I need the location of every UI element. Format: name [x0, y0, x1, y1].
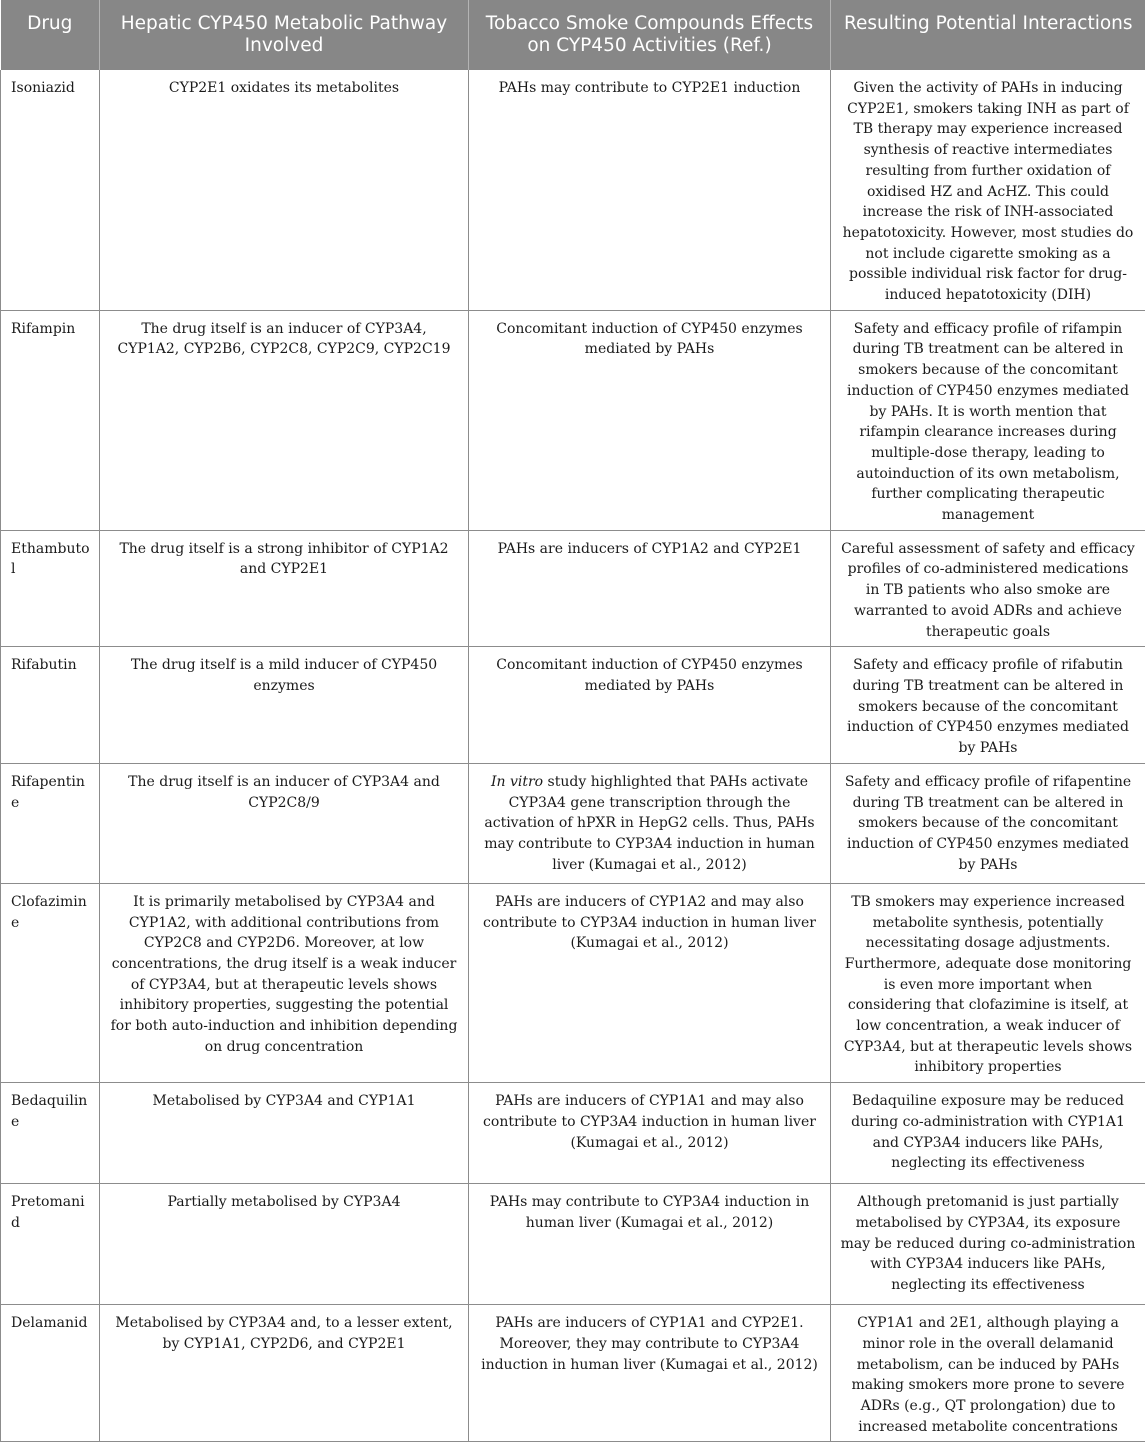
cell-effects-text: study highlighted that PAHs activate CYP3A4 gene transcription through the activation of hPXR in HepG2 cells. Thus, PAHs may contribute to CYP3A4 induction in human liver (Kumagai et al., 2012) [484, 774, 815, 873]
cell-interactions: Given the activity of PAHs in inducing CYP2E1, smokers taking INH as part of TB therapy may experience increased synthesis of reactive intermediates resulting from further oxidation of oxidised HZ and AcHZ. This could increase the risk of INH-associated hepatotoxicity. However, most studies do not include cigarette smoking as a possible individual risk factor for drug-induced hepatotoxicity (DIH) [831, 70, 1145, 310]
cell-interactions: Although pretomanid is just partially metabolised by CYP3A4, its exposure may be reduced during co-administration with CYP3A4 inducers like PAHs, neglecting its effectiveness [831, 1184, 1145, 1305]
header-effects: Tobacco Smoke Compounds Effects on CYP450 Activities (Ref.) [469, 0, 831, 70]
table-row [1, 647, 1145, 764]
cell-interactions: TB smokers may experience increased metabolite synthesis, potentially necessitating dosage adjustments. Furthermore, adequate dose monitoring is even more important when considering that clofazimine is itself, at low concentration, a weak inducer of CYP3A4, but at therapeutic levels shows inhibitory properties [831, 883, 1145, 1082]
table-row [1, 1305, 1145, 1442]
cell-interactions: Safety and efficacy profile of rifabutin during TB treatment can be altered in smokers because of the concomitant induction of CYP450 enzymes mediated by PAHs [831, 647, 1145, 764]
cell-pathway: Metabolised by CYP3A4 and CYP1A1 [100, 1083, 469, 1184]
cell-interactions: Careful assessment of safety and efficacy profiles of co-administered medications in TB patients who also smoke are warranted to avoid ADRs and achieve therapeutic goals [831, 530, 1145, 647]
table-row [1, 70, 1145, 310]
cell-effects [469, 763, 831, 883]
cell-effects: PAHs may contribute to CYP3A4 induction in human liver (Kumagai et al., 2012) [469, 1184, 831, 1305]
table-row [1, 1083, 1145, 1184]
cell-pathway: The drug itself is an inducer of CYP3A4 and CYP2C8/9 [100, 763, 469, 883]
cell-drug: Pretomanid [1, 1184, 100, 1305]
cell-pathway: Partially metabolised by CYP3A4 [100, 1184, 469, 1305]
cell-drug: Ethambutol [1, 530, 100, 647]
cell-effects: Concomitant induction of CYP450 enzymes mediated by PAHs [469, 310, 831, 530]
cell-effects: PAHs are inducers of CYP1A1 and CYP2E1. Moreover, they may contribute to CYP3A4 induction in human liver (Kumagai et al., 2012) [469, 1305, 831, 1442]
cell-interactions: Safety and efficacy profile of rifampin during TB treatment can be altered in smokers because of the concomitant induction of CYP450 enzymes mediated by PAHs. It is worth mention that rifampin clearance increases during multiple-dose therapy, leading to autoinduction of its own metabolism, further complicating therapeutic management [831, 310, 1145, 530]
cell-effects: PAHs may contribute to CYP2E1 induction [469, 70, 831, 310]
cell-pathway: CYP2E1 oxidates its metabolites [100, 70, 469, 310]
cell-interactions: Bedaquiline exposure may be reduced during co-administration with CYP1A1 and CYP3A4 inducers like PAHs, neglecting its effectiveness [831, 1083, 1145, 1184]
table-row [1, 883, 1145, 1082]
cell-drug: Clofazimine [1, 883, 100, 1082]
header-drug: Drug [1, 0, 100, 70]
table-row [1, 763, 1145, 883]
cell-drug: Bedaquiline [1, 1083, 100, 1184]
table-row [1, 530, 1145, 647]
cell-drug: Rifapentine [1, 763, 100, 883]
cell-effects: Concomitant induction of CYP450 enzymes mediated by PAHs [469, 647, 831, 764]
cell-interactions: CYP1A1 and 2E1, although playing a minor role in the overall delamanid metabolism, can be induced by PAHs making smokers more prone to severe ADRs (e.g., QT prolongation) due to increased metabolite concentrations [831, 1305, 1145, 1442]
cell-drug: Rifampin [1, 310, 100, 530]
header-pathway: Hepatic CYP450 Metabolic Pathway Involved [100, 0, 469, 70]
cell-pathway: The drug itself is a mild inducer of CYP450 enzymes [100, 647, 469, 764]
cell-effects: PAHs are inducers of CYP1A2 and may also contribute to CYP3A4 induction in human liver (Kumagai et al., 2012) [469, 883, 831, 1082]
cell-pathway: Metabolised by CYP3A4 and, to a lesser extent, by CYP1A1, CYP2D6, and CYP2E1 [100, 1305, 469, 1442]
table-row [1, 1184, 1145, 1305]
cell-interactions: Safety and efficacy profile of rifapentine during TB treatment can be altered in smokers because of the concomitant induction of CYP450 enzymes mediated by PAHs [831, 763, 1145, 883]
table-header-row [1, 0, 1145, 70]
cell-pathway: The drug itself is a strong inhibitor of CYP1A2 and CYP2E1 [100, 530, 469, 647]
italic-in-vitro: In vitro [491, 774, 543, 790]
cell-pathway: It is primarily metabolised by CYP3A4 and CYP1A2, with additional contributions from CYP2C8 and CYP2D6. Moreover, at low concentrations, the drug itself is a weak inducer of CYP3A4, but at therapeutic levels shows inhibitory properties, suggesting the potential for both auto-induction and inhibition depending on drug concentration [100, 883, 469, 1082]
cell-pathway: The drug itself is an inducer of CYP3A4, CYP1A2, CYP2B6, CYP2C8, CYP2C9, CYP2C19 [100, 310, 469, 530]
cell-drug: Rifabutin [1, 647, 100, 764]
cell-effects: PAHs are inducers of CYP1A1 and may also contribute to CYP3A4 induction in human liver (Kumagai et al., 2012) [469, 1083, 831, 1184]
table-row [1, 310, 1145, 530]
cell-drug: Delamanid [1, 1305, 100, 1442]
cell-effects: PAHs are inducers of CYP1A2 and CYP2E1 [469, 530, 831, 647]
header-interactions: Resulting Potential Interactions [831, 0, 1145, 70]
cell-drug: Isoniazid [1, 70, 100, 310]
